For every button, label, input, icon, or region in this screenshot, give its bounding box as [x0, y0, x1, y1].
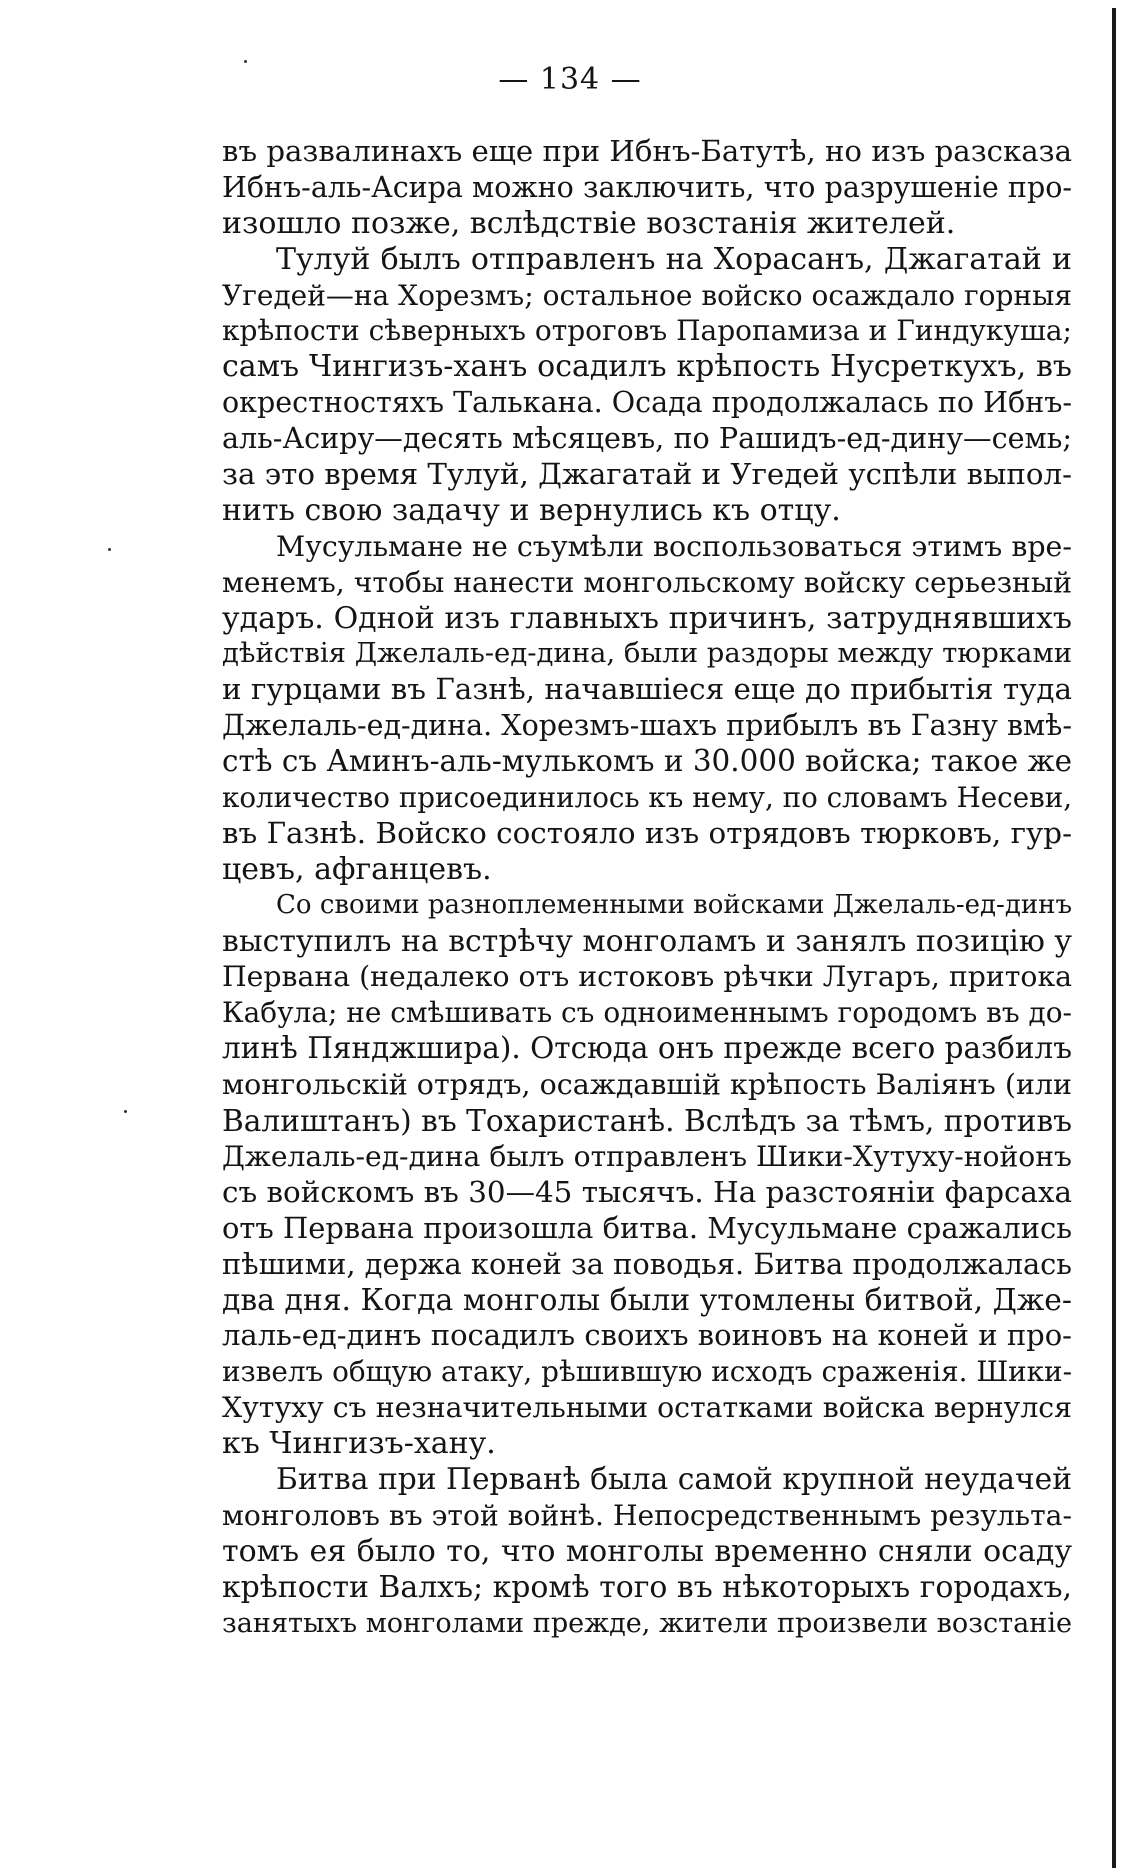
text-line: аль-Асиру—десять мѣсяцевъ, по Рашидъ-ед-дину—семь;	[222, 421, 1072, 456]
text-line: Угедей—на Хорезмъ; остальное войско осаждало горныя	[222, 278, 1072, 312]
text-line: Битва при Перванѣ была самой крупной неудачей	[276, 1461, 1072, 1497]
text-line: съ войскомъ въ 30—45 тысячъ. На разстояніи фарсаха	[222, 1174, 1072, 1209]
text-line: Тулуй былъ отправленъ на Хорасанъ, Джагатай и	[276, 241, 1072, 277]
text-line: Джелаль-ед-дина былъ отправленъ Шики-Хутуху-нойонъ	[222, 1139, 1072, 1173]
text-line: лаль-ед-динъ посадилъ своихъ воиновъ на коней и про-	[222, 1318, 1072, 1353]
text-line: ударъ. Одной изъ главныхъ причинъ, затруднявшихъ	[222, 600, 1072, 636]
text-line: Мусульмане не съумѣли воспользоваться этимъ вре-	[276, 529, 1072, 563]
body-text	[222, 134, 1072, 1641]
scan-speck	[124, 1110, 127, 1113]
text-line: стѣ съ Аминъ-аль-мулькомъ и 30.000 войска; такое же	[222, 744, 1073, 779]
text-line: количество присоединилось къ нему, по словамъ Несеви,	[222, 781, 1072, 815]
text-line: монголовъ въ этой войнѣ. Непосредственнымъ результа-	[222, 1498, 1072, 1532]
text-line: крѣпости Валхъ; кромѣ того въ нѣкоторыхъ городахъ,	[222, 1569, 1072, 1605]
text-line: пѣшими, держа коней за поводья. Битва продолжалась	[222, 1246, 1072, 1281]
text-line: крѣпости сѣверныхъ отроговъ Паропамиза и Гиндукуша;	[222, 314, 1072, 348]
text-line: занятыхъ монголами прежде, жители произвели возстаніе	[222, 1607, 1072, 1639]
text-line: монгольскій отрядъ, осаждавшій крѣпость Валіянъ (или	[222, 1068, 1072, 1102]
text-line: менемъ, чтобы нанести монгольскому войску серьезный	[222, 565, 1072, 599]
text-line: Ибнъ-аль-Асира можно заключить, что разрушеніе про-	[222, 170, 1072, 204]
text-line: Джелаль-ед-дина. Хорезмъ-шахъ прибылъ въ Газну вмѣ-	[222, 709, 1072, 743]
page-edge-rule	[1112, 8, 1116, 1868]
text-line: извелъ общую атаку, рѣшившую исходъ сраженія. Шики-	[222, 1355, 1072, 1389]
text-line: дѣйствія Джелаль-ед-дина, были раздоры между тюрками	[222, 638, 1072, 670]
text-line: выступилъ на встрѣчу монголамъ и занялъ позицію у	[222, 923, 1072, 959]
text-line: за это время Тулуй, Джагатай и Угедей успѣли выпол-	[222, 457, 1072, 492]
text-line: въ развалинахъ еще при Ибнъ-Батутѣ, но изъ разсказа	[222, 134, 1072, 168]
text-line: и гурцами въ Газнѣ, начавшіеся еще до прибытія туда	[222, 672, 1072, 707]
text-line: самъ Чингизъ-ханъ осадилъ крѣпость Нусреткухъ, въ	[222, 349, 1072, 385]
text-line: Со своими разноплеменными войсками Джелаль-ед-динъ	[276, 889, 1072, 920]
text-line: къ Чингизъ-хану.	[222, 1426, 496, 1462]
text-line: Валиштанъ) въ Тохаристанѣ. Вслѣдъ за тѣмъ, противъ	[222, 1103, 1072, 1139]
text-line: Хутуху съ незначительными остатками войска вернулся	[222, 1391, 1072, 1425]
text-line: томъ ея было то, что монголы временно сняли осаду	[222, 1533, 1072, 1569]
text-line: изошло позже, вслѣдствіе возстанія жителей.	[222, 205, 956, 241]
text-line: окрестностяхъ Талькана. Осада продолжалась по Ибнъ-	[222, 386, 1072, 420]
text-line: линѣ Пянджшира). Отсюда онъ прежде всего разбилъ	[222, 1031, 1072, 1066]
text-line: Кабула; не смѣшивать съ одноименнымъ городомъ въ до-	[222, 996, 1072, 1030]
text-line: въ Газнѣ. Войско состояло изъ отрядовъ тюрковъ, гур-	[222, 815, 1072, 850]
text-line: отъ Первана произошла битва. Мусульмане сражались	[222, 1210, 1072, 1245]
scan-speck	[108, 548, 111, 551]
text-line: два дня. Когда монголы были утомлены битвой, Дже-	[222, 1282, 1072, 1318]
text-line: цевъ, афганцевъ.	[222, 851, 492, 887]
text-line: нить свою задачу и вернулись къ отцу.	[222, 492, 841, 528]
page-number: — 134 —	[498, 62, 642, 97]
text-line: Первана (недалеко отъ истоковъ рѣчки Лугаръ, притока	[222, 960, 1072, 994]
